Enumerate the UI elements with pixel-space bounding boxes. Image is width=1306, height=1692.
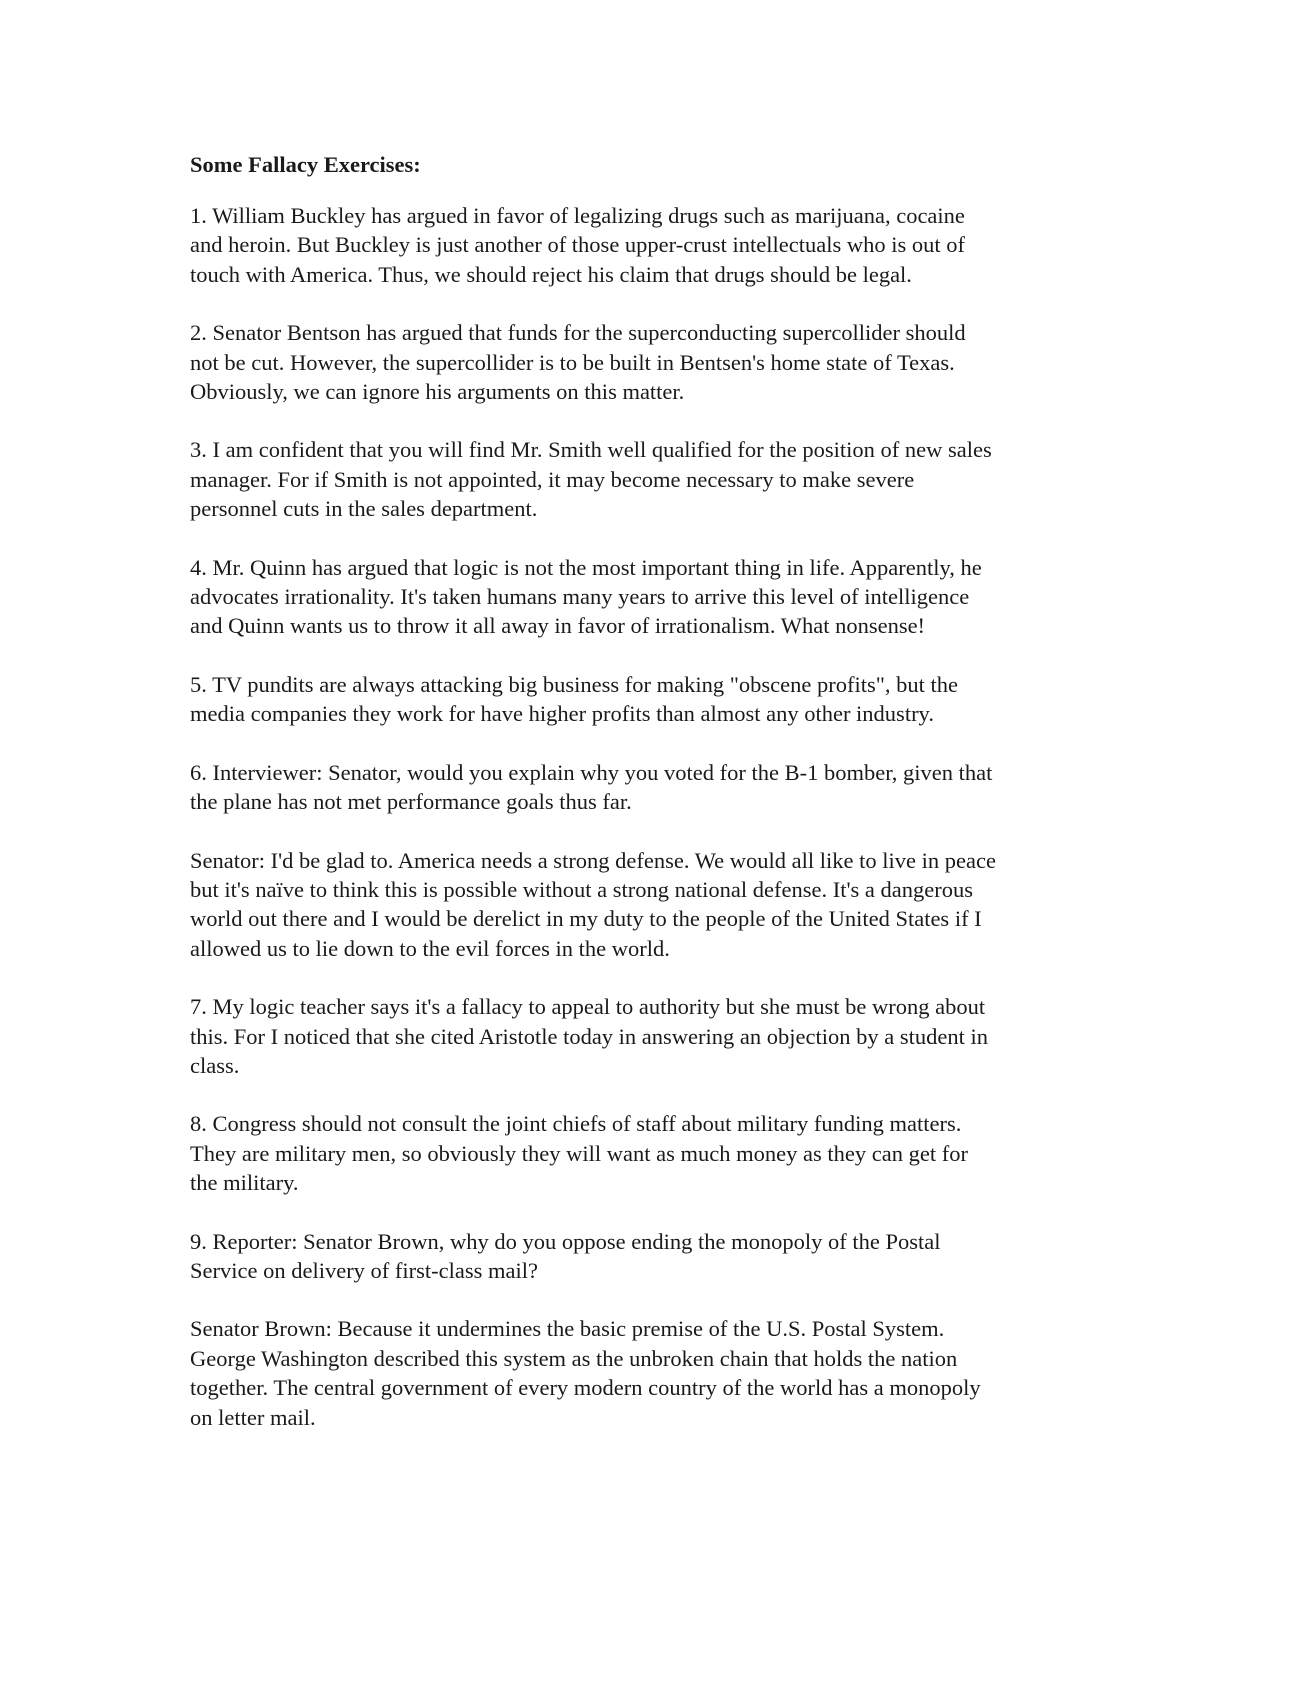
paragraph-line: 3. I am confident that you will find Mr. Smith well qualified for the position of new sales xyxy=(190,437,992,463)
exercise-paragraph xyxy=(190,846,1125,964)
exercise-paragraph xyxy=(190,758,1125,817)
exercise-paragraph xyxy=(190,992,1125,1080)
exercise-paragraph xyxy=(190,1227,1125,1286)
paragraph-line: on letter mail. xyxy=(190,1404,316,1430)
paragraph-line: class. xyxy=(190,1052,240,1078)
paragraph-line: manager. For if Smith is not appointed, it may become necessary to make severe xyxy=(190,466,915,492)
paragraph-line: Service on delivery of first-class mail? xyxy=(190,1257,539,1283)
paragraph-line: world out there and I would be derelict in my duty to the people of the United States if I xyxy=(190,906,982,932)
paragraph-line: the plane has not met performance goals thus far. xyxy=(190,789,632,815)
paragraph-line: touch with America. Thus, we should reject his claim that drugs should be legal. xyxy=(190,261,912,287)
paragraph-line: allowed us to lie down to the evil forces in the world. xyxy=(190,935,670,961)
paragraph-line: and heroin. But Buckley is just another of those upper-crust intellectuals who is out of xyxy=(190,232,966,258)
paragraph-line: 7. My logic teacher says it's a fallacy to appeal to authority but she must be wrong about xyxy=(190,994,986,1020)
exercise-paragraph xyxy=(190,201,1125,289)
exercise-paragraph xyxy=(190,318,1125,406)
paragraph-line: George Washington described this system as the unbroken chain that holds the nation xyxy=(190,1345,958,1371)
exercise-paragraph xyxy=(190,553,1125,641)
exercise-paragraph xyxy=(190,1109,1125,1197)
paragraph-line: this. For I noticed that she cited Aristotle today in answering an objection by a student in xyxy=(190,1023,988,1049)
paragraph-line: media companies they work for have higher profits than almost any other industry. xyxy=(190,701,934,727)
document-title: Some Fallacy Exercises: xyxy=(190,152,421,177)
exercise-paragraph xyxy=(190,1314,1125,1432)
paragraph-line: 5. TV pundits are always attacking big business for making "obscene profits", but the xyxy=(190,671,959,697)
exercise-paragraph xyxy=(190,435,1125,523)
paragraph-line: personnel cuts in the sales department. xyxy=(190,496,538,522)
paragraph-line: 8. Congress should not consult the joint chiefs of staff about military funding matters. xyxy=(190,1111,962,1137)
document-page xyxy=(190,150,1125,1461)
paragraph-line: 1. William Buckley has argued in favor of legalizing drugs such as marijuana, cocaine xyxy=(190,203,965,228)
paragraph-line: 4. Mr. Quinn has argued that logic is not the most important thing in life. Apparently, he xyxy=(190,554,982,580)
paragraph-line: Senator: I'd be glad to. America needs a strong defense. We would all like to live in peace xyxy=(190,847,996,873)
paragraph-line: 9. Reporter: Senator Brown, why do you oppose ending the monopoly of the Postal xyxy=(190,1228,941,1254)
paragraph-line: Obviously, we can ignore his arguments on this matter. xyxy=(190,379,685,405)
paragraph-line: They are military men, so obviously they will want as much money as they can get for xyxy=(190,1140,968,1166)
exercise-paragraph xyxy=(190,670,1125,729)
paragraph-line: 2. Senator Bentson has argued that funds for the superconducting supercollider should xyxy=(190,320,966,346)
paragraph-line: Senator Brown: Because it undermines the basic premise of the U.S. Postal System. xyxy=(190,1316,945,1342)
paragraph-line: advocates irrationality. It's taken humans many years to arrive this level of intelligence xyxy=(190,584,970,610)
paragraph-line: the military. xyxy=(190,1170,299,1196)
paragraph-line: not be cut. However, the supercollider is to be built in Bentsen's home state of Texas. xyxy=(190,349,955,375)
paragraph-line: but it's naïve to think this is possible without a strong national defense. It's a dangerous xyxy=(190,876,973,902)
paragraph-line: and Quinn wants us to throw it all away in favor of irrationalism. What nonsense! xyxy=(190,613,926,639)
paragraph-line: 6. Interviewer: Senator, would you explain why you voted for the B-1 bomber, given that xyxy=(190,759,993,785)
paragraph-list xyxy=(190,201,1125,1432)
paragraph-line: together. The central government of every modern country of the world has a monopoly xyxy=(190,1375,981,1401)
